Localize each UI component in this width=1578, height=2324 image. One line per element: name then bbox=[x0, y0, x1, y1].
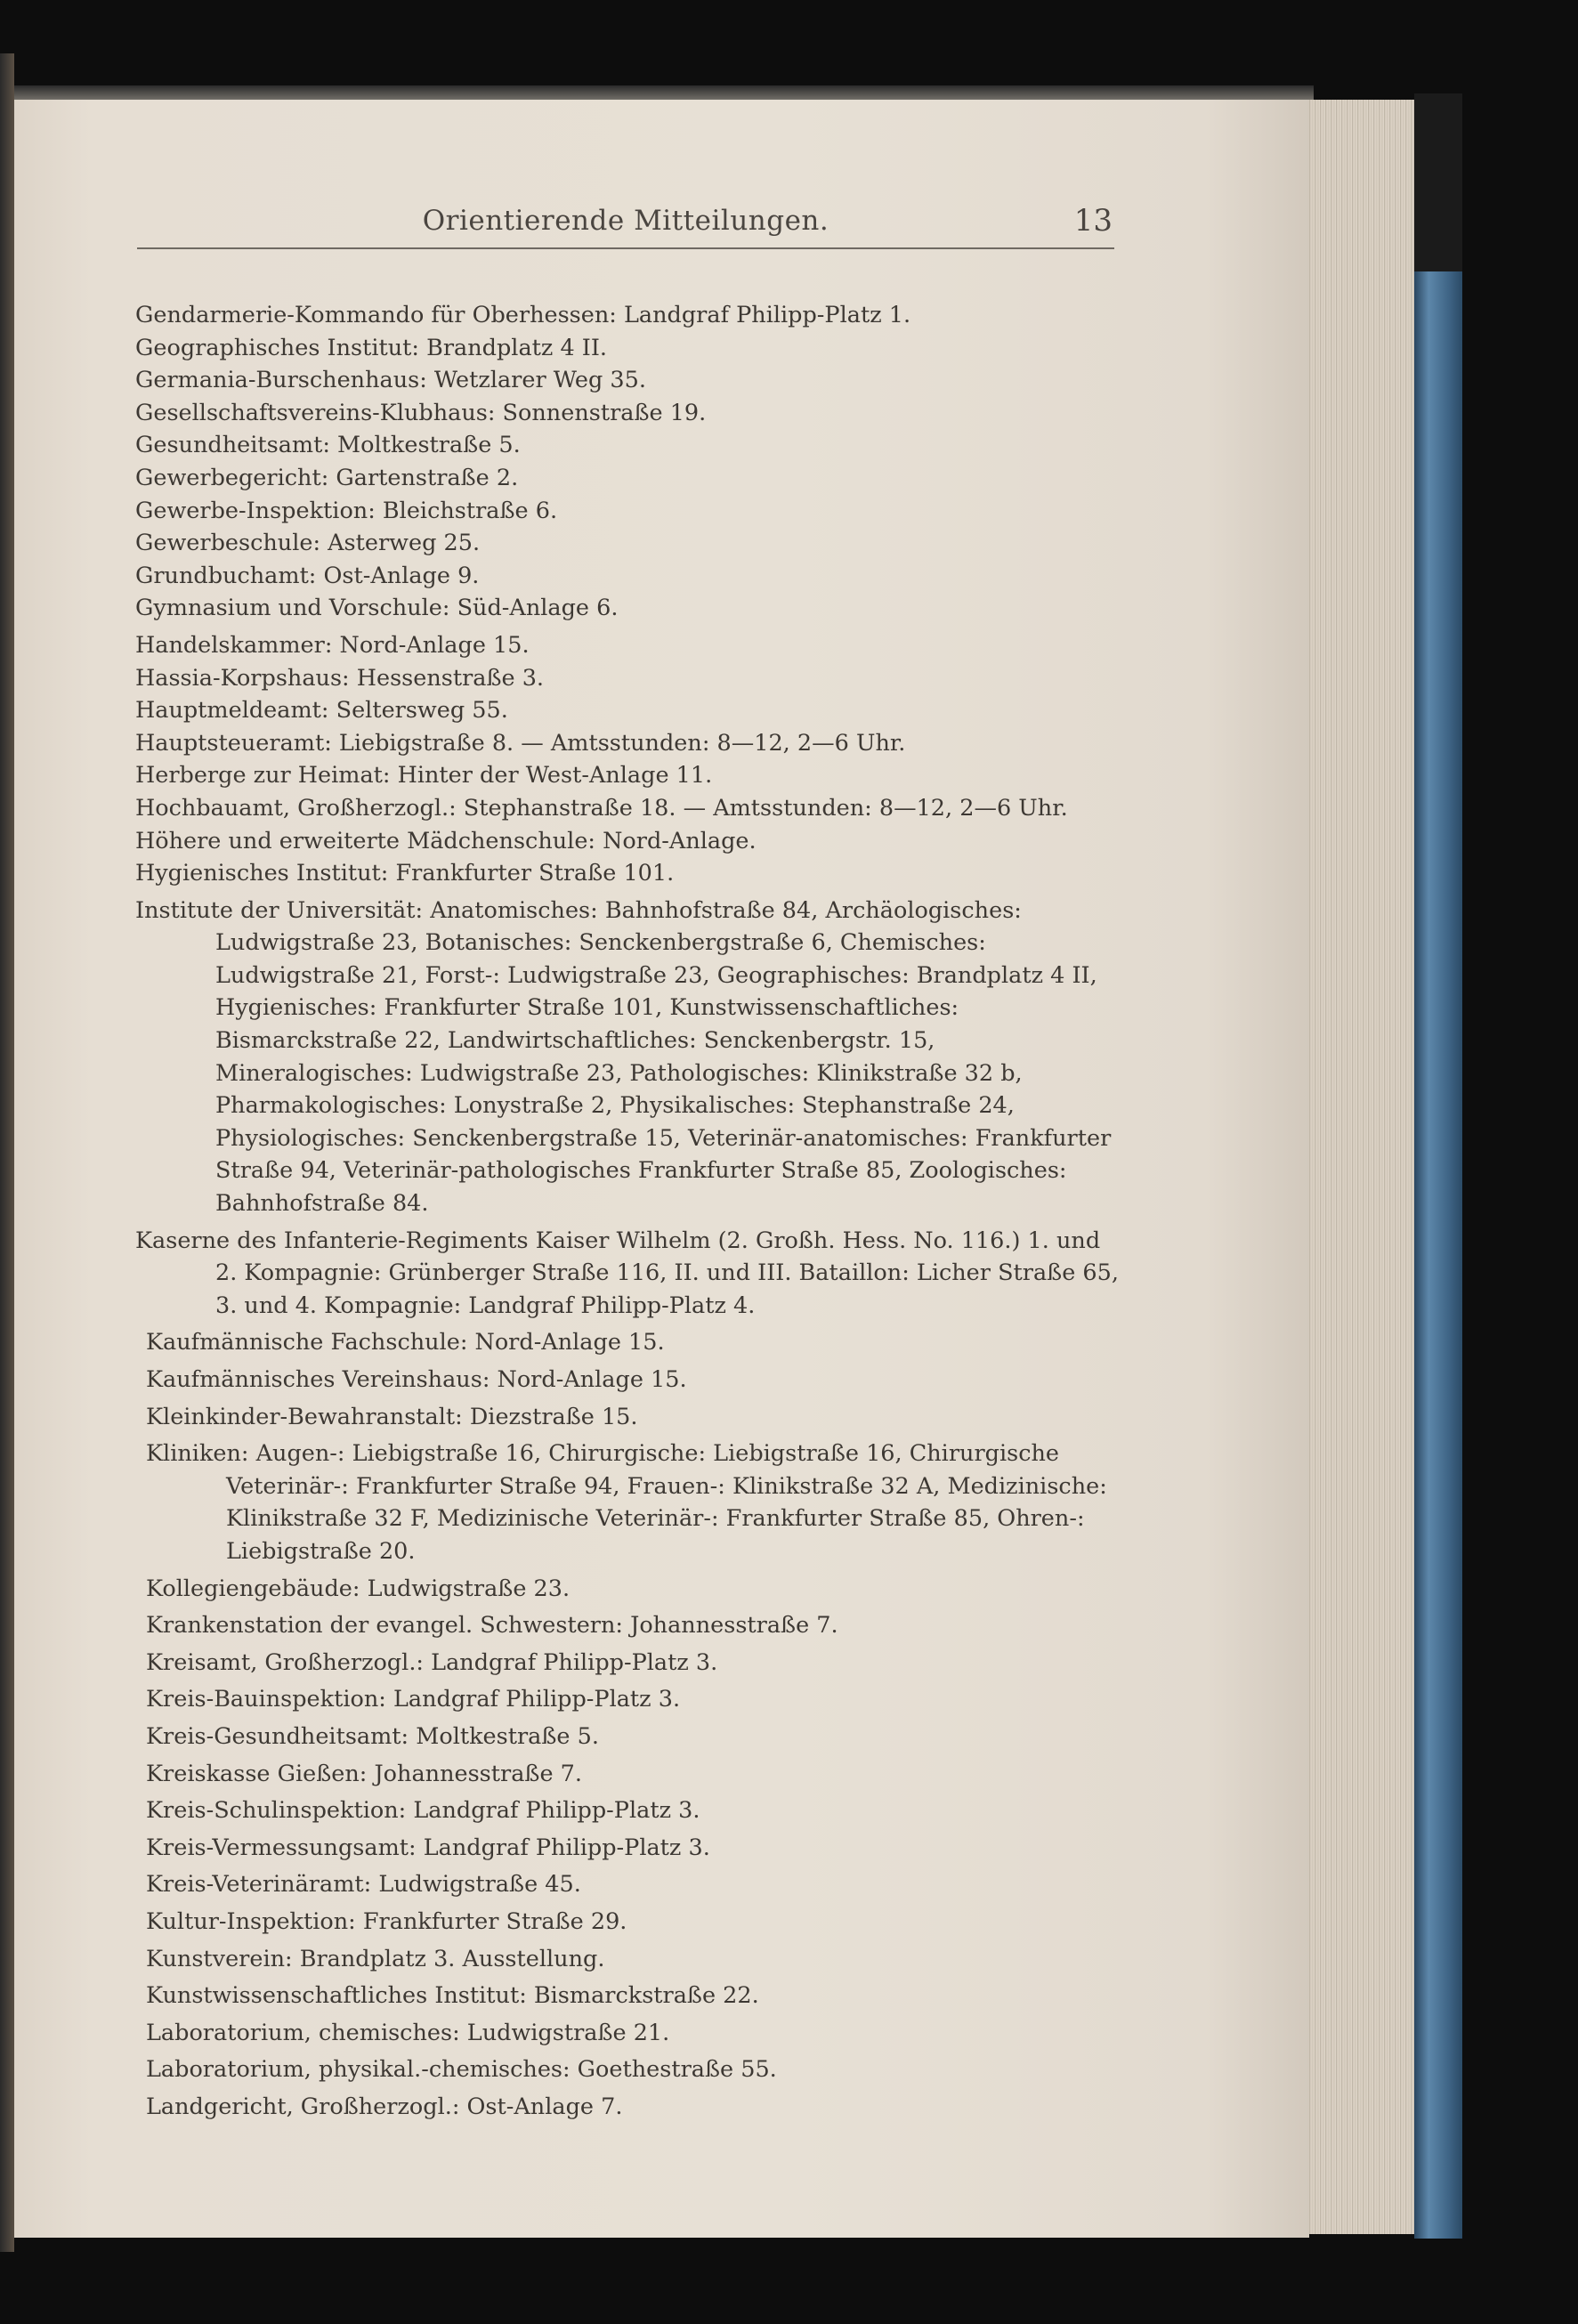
page-header bbox=[137, 205, 1114, 249]
directory-entry: Kaserne des Infanterie-Regiments Kaiser Wilhelm (2. Großh. Hess. No. 116.) 1. und 2. Kompagnie: Grünberger Straße 116, II. und III. Bataillon: Licher Straße 65, 3. und 4. Kompagnie: Landgraf Philipp-Platz 4. bbox=[135, 1227, 1119, 1319]
directory-entry: Gewerbegericht: Gartenstraße 2. bbox=[135, 464, 519, 491]
book-cover-right bbox=[1414, 93, 1462, 2239]
directory-entry: Gesellschaftsvereins-Klubhaus: Sonnenstraße 19. bbox=[135, 399, 707, 426]
directory-entry: Institute der Universität: Anatomisches: Bahnhofstraße 84, Archäologisches: Ludwigstraße 23, Botanisches: Senckenbergstraße 6, Chemisches: Ludwigstraße 21, Forst-: Ludwigstraße 23, Geographisches: Brandplatz 4 II, Hygienisches: Frankfurter Straße 101, Kunstwissenschaftliches: Bismarckstraße 22, Landwirtschaftliches: Senckenbergstr. 15, Mineralogisches: Ludwigstraße 23, Pathologisches: Klinikstraße 32 b, Pharmakologisches: Lonystraße 2, Physikalisches: Stephanstraße 24, Physiologisches: Senckenbergstraße 15, Veterinär-anatomisches: Frankfurter Straße 94, Veterinär-pathologisches Frankfurter Straße 85, Zoologisches: Bahnhofstraße 84. bbox=[135, 896, 1112, 1218]
directory-entry: Kultur-Inspektion: Frankfurter Straße 29. bbox=[146, 1907, 627, 1935]
directory-entry: Kreis-Schulinspektion: Landgraf Philipp-Platz 3. bbox=[146, 1797, 700, 1825]
directory-entry: Gendarmerie-Kommando für Oberhessen: Landgraf Philipp-Platz 1. bbox=[135, 302, 911, 328]
directory-entry: Kreis-Veterinäramt: Ludwigstraße 45. bbox=[146, 1871, 581, 1899]
directory-entry: Handelskammer: Nord-Anlage 15. bbox=[135, 631, 530, 659]
directory-entry: Hauptsteueramt: Liebigstraße 8. — Amtsstunden: 8—12, 2—6 Uhr. bbox=[135, 729, 906, 757]
page-edges bbox=[1309, 100, 1414, 2234]
directory-entry: Herberge zur Heimat: Hinter der West-Anlage 11. bbox=[135, 762, 713, 790]
directory-entry: Geographisches Institut: Brandplatz 4 II. bbox=[135, 334, 608, 361]
directory-entry: Germania-Burschenhaus: Wetzlarer Weg 35. bbox=[135, 367, 646, 394]
directory-entry: Kaufmännisches Vereinshaus: Nord-Anlage 15. bbox=[146, 1366, 687, 1393]
running-head: Orientierende Mitteilungen. bbox=[422, 205, 829, 237]
directory-entry: Kunstverein: Brandplatz 3. Ausstellung. bbox=[146, 1945, 605, 1972]
directory-entry: Laboratorium, chemisches: Ludwigstraße 21. bbox=[146, 2019, 670, 2046]
directory-entry: Gewerbeschule: Asterweg 25. bbox=[135, 530, 481, 557]
cover-corner-shadow bbox=[1414, 93, 1462, 271]
book-cover-left bbox=[0, 53, 14, 2252]
directory-entry: Kreis-Bauinspektion: Landgraf Philipp-Platz 3. bbox=[146, 1686, 681, 1713]
directory-entry: Hochbauamt, Großherzogl.: Stephanstraße 18. — Amtsstunden: 8—12, 2—6 Uhr. bbox=[135, 794, 1068, 822]
directory-entry: Grundbuchamt: Ost-Anlage 9. bbox=[135, 562, 480, 589]
directory-entry: Krankenstation der evangel. Schwestern: Johannesstraße 7. bbox=[146, 1612, 838, 1640]
directory-entry: Gewerbe-Inspektion: Bleichstraße 6. bbox=[135, 497, 558, 524]
header-rule bbox=[137, 247, 1114, 249]
directory-entry: Hygienisches Institut: Frankfurter Straße 101. bbox=[135, 860, 675, 887]
directory-entry: Kunstwissenschaftliches Institut: Bismarckstraße 22. bbox=[146, 1982, 759, 2010]
directory-list bbox=[135, 299, 1125, 2123]
directory-entry: Hauptmeldeamt: Seltersweg 55. bbox=[135, 697, 508, 725]
directory-entry: Gymnasium und Vorschule: Süd-Anlage 6. bbox=[135, 595, 619, 622]
directory-entry: Gesundheitsamt: Moltkestraße 5. bbox=[135, 432, 521, 459]
directory-entry: Kaufmännische Fachschule: Nord-Anlage 15. bbox=[146, 1329, 665, 1356]
directory-entry: Kollegiengebäude: Ludwigstraße 23. bbox=[146, 1575, 571, 1602]
directory-entry: Landgericht, Großherzogl.: Ost-Anlage 7. bbox=[146, 2093, 623, 2120]
directory-entry: Kreis-Vermessungsamt: Landgraf Philipp-Platz 3. bbox=[146, 1834, 710, 1861]
directory-entry: Höhere und erweiterte Mädchenschule: Nord-Anlage. bbox=[135, 827, 757, 854]
directory-entry: Kreis-Gesundheitsamt: Moltkestraße 5. bbox=[146, 1722, 599, 1750]
directory-entry: Kleinkinder-Bewahranstalt: Diezstraße 15. bbox=[146, 1403, 638, 1430]
directory-entry: Kreisamt, Großherzogl.: Landgraf Philipp-Platz 3. bbox=[146, 1648, 718, 1676]
directory-entry: Hassia-Korpshaus: Hessenstraße 3. bbox=[135, 664, 545, 692]
directory-entry: Kreiskasse Gießen: Johannesstraße 7. bbox=[146, 1760, 582, 1787]
directory-entry: Kliniken: Augen-: Liebigstraße 16, Chirurgische: Liebigstraße 16, Chirurgische Veterinär-: Frankfurter Straße 94, Frauen-: Klinikstraße 32 A, Medizinische: Klinikstraße 32 F, Medizinische Veterinär-: Frankfurter Straße 85, Ohren-: Liebigstraße 20. bbox=[146, 1440, 1107, 1565]
directory-entry: Laboratorium, physikal.-chemisches: Goethestraße 55. bbox=[146, 2056, 777, 2084]
page-number: 13 bbox=[1073, 203, 1113, 239]
